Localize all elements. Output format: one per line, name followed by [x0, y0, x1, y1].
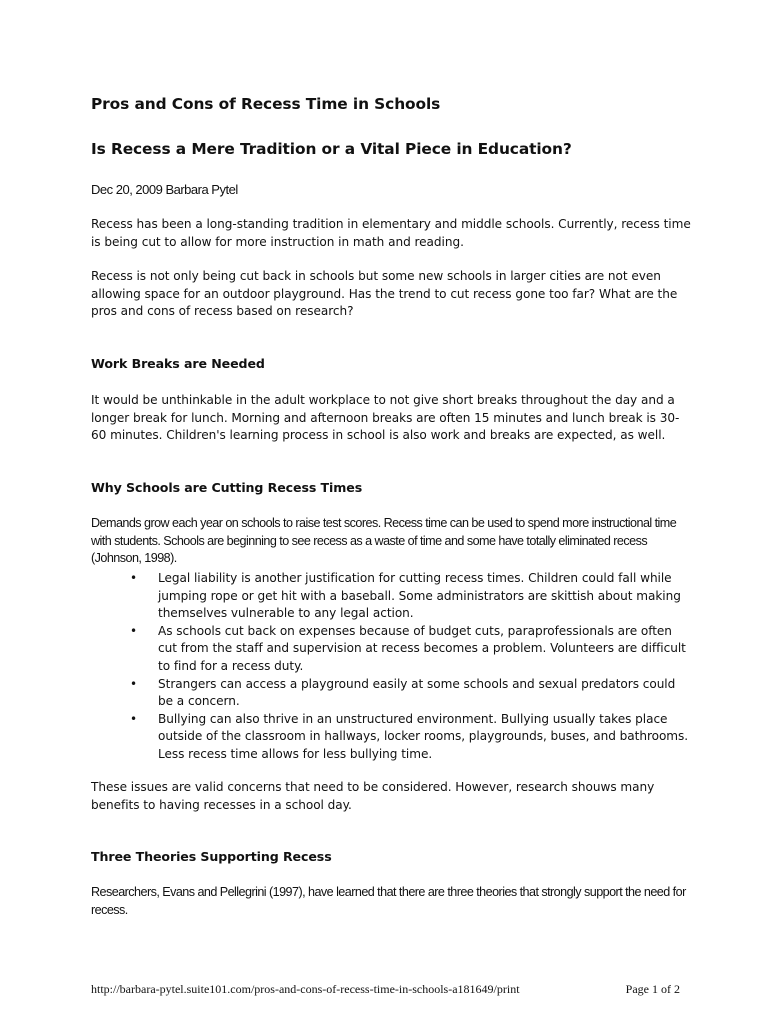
cutting-recess-bullet-list	[130, 570, 690, 764]
intro-paragraph-1: Recess has been a long-standing tradition in elementary and middle schools. Currently, recess time is being cut to allow for more instruction in math and reading.	[91, 217, 691, 249]
bullet-text: Bullying can also thrive in an unstructured environment. Bullying usually takes place outside of the classroom in hallways, locker rooms, playgrounds, buses, and bathrooms. Less recess time allows for less bullying time.	[158, 711, 689, 761]
article-subtitle: Is Recess a Mere Tradition or a Vital Piece in Education?	[91, 140, 572, 158]
bullet-text: As schools cut back on expenses because of budget cuts, paraprofessionals are often cut from the staff and supervision at recess becomes a problem. Volunteers are difficult to find for a recess duty.	[158, 623, 686, 673]
bullet-text: Legal liability is another justification for cutting recess times. Children could fall while jumping rope or get hit with a baseball. Some administrators are skittish about making themselves vulnerable to any legal action.	[158, 571, 681, 621]
list-item	[130, 711, 690, 764]
list-item	[130, 570, 690, 623]
section-heading-work-breaks: Work Breaks are Needed	[91, 356, 265, 371]
work-breaks-paragraph: It would be unthinkable in the adult workplace to not give short breaks throughout the day and a longer break for lunch. Morning and afternoon breaks are often 15 minutes and lunch break is 30-60 minutes. Children's learning process in school is also work and breaks are expected, as well.	[91, 393, 680, 443]
article-title: Pros and Cons of Recess Time in Schools	[91, 95, 441, 113]
footer-url-link[interactable]: http://barbara-pytel.suite101.com/pros-and-cons-of-recess-time-in-schools-a181649/print	[91, 982, 520, 996]
bullet-dot: •	[130, 676, 138, 691]
list-item	[130, 676, 690, 711]
list-item	[130, 623, 690, 676]
bullet-dot: •	[130, 571, 138, 585]
section-heading-three-theories: Three Theories Supporting Recess	[91, 849, 332, 864]
bullet-dot: •	[130, 711, 138, 726]
bullet-text: Strangers can access a playground easily at some schools and sexual predators could be a concern.	[158, 676, 676, 709]
three-theories-paragraph: Researchers, Evans and Pellegrini (1997), have learned that there are three theories that strongly support the need for recess.	[91, 885, 686, 917]
intro-paragraph-2: Recess is not only being cut back in schools but some new schools in larger cities are not even allowing space for an outdoor playground. Has the trend to cut recess gone too far? What are the pros and cons of recess based on research?	[91, 269, 678, 319]
bullet-dot: •	[130, 623, 138, 638]
article-byline: Dec 20, 2009 Barbara Pytel	[91, 182, 238, 197]
section-heading-cutting-recess: Why Schools are Cutting Recess Times	[91, 480, 363, 495]
cutting-recess-paragraph: Demands grow each year on schools to raise test scores. Recess time can be used to spend more instructional time with students. Schools are beginning to see recess as a waste of time and some have totally eliminated recess (Johnson, 1998).	[91, 516, 677, 566]
cutting-recess-closing-paragraph: These issues are valid concerns that need to be considered. However, research shouws many benefits to having recesses in a school day.	[91, 780, 655, 812]
footer-page-number: Page 1 of 2	[625, 982, 680, 996]
